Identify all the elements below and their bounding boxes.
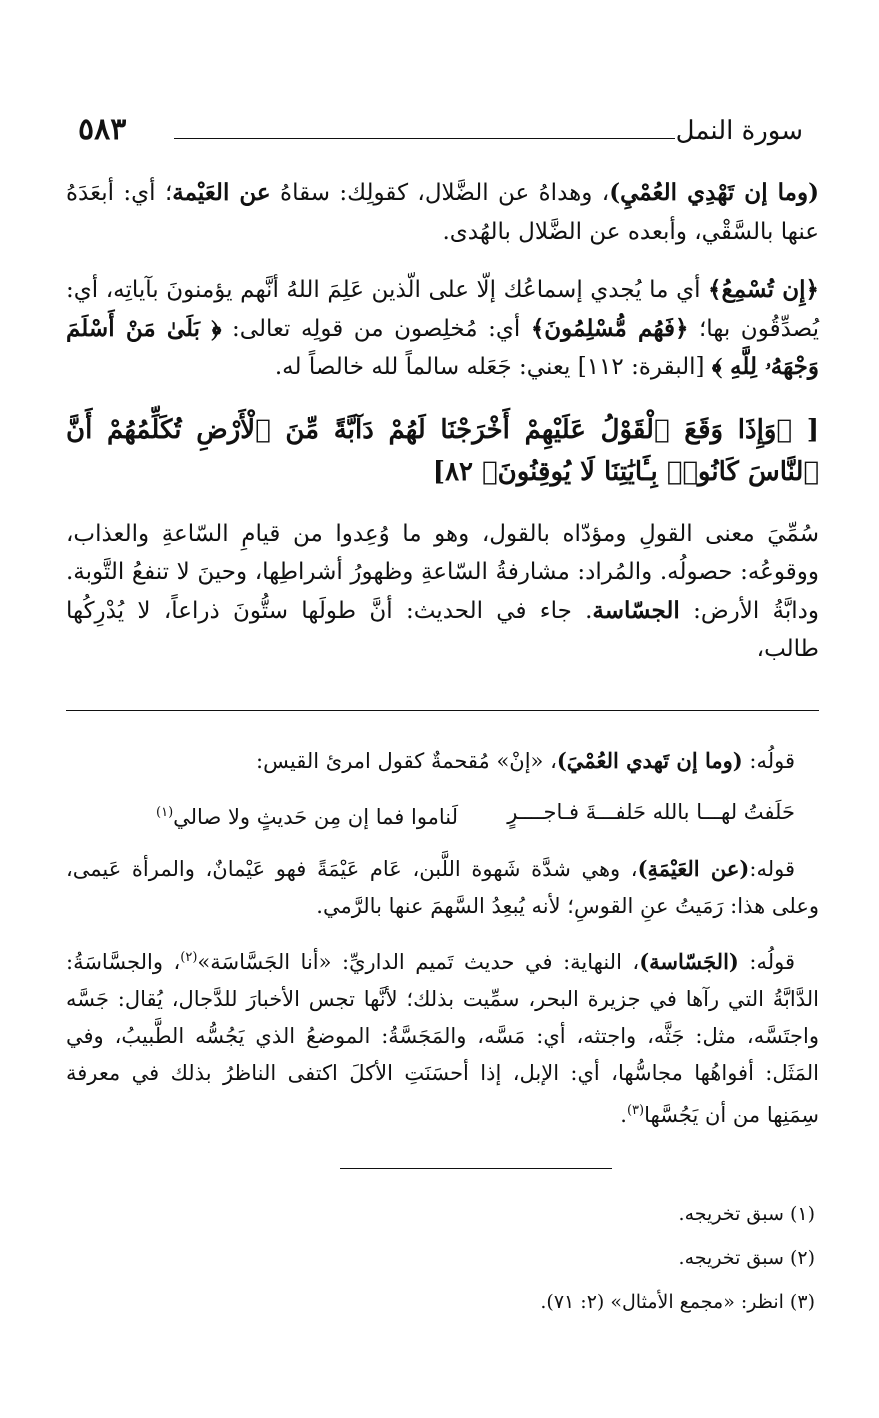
text-separator: [66, 710, 819, 711]
quran-quote: ﴿ بَلَىٰ مَنْ أَسْلَمَ وَجْهَهُۥ لِلَّهِ ﴾: [66, 314, 819, 380]
quran-quote: ﴿إِن تُسْمِعُ﴾: [708, 276, 819, 303]
paragraph-text: ، وهداهُ عن الضَّلال، كقولِك: سقاهُ: [270, 180, 610, 206]
note-text: ، «إنْ» مُقحمةٌ كقول امرئ القيس:: [256, 749, 557, 773]
poem-text: لَناموا فما إن مِن حَديثٍ ولا صالي: [173, 805, 459, 829]
paragraph-2: [66, 271, 819, 387]
footnote-ref: (١): [156, 805, 174, 820]
paragraph-3: [66, 515, 819, 669]
note-text: ، والجسَّاسَةُ: الدَّابَّةُ التي رآها في جزيرة البحر، سمِّيت بذلك؛ لأنَّها تجس الأخبارَ للدَّجال، يُقال: جَسَّه واجتَسَّه، مثل: جَثَّه، واجتثه، أي: مَسَّه، والمَجَسَّةُ: الموضعُ الذي يَجُسُّه الطَّبيبُ، وفي المَثَل: أفواهُها مجاسُّها، أي: الإبل، إذا أحسَنَتِ الأكلَ اكتفى الناظرُ بذلك في معرفة سِمَنِها من أن يَجُسَّها: [66, 950, 819, 1127]
poem-hemistich-right: حَلَفتُ لهـــا بالله حَلفـــةَ فـاجــــرٍ: [507, 800, 795, 824]
footnote-rule: [340, 1168, 612, 1169]
note-text: ، النهاية: في حديث تَميم الداريِّ: «أنا الجَسَّاسَة»: [197, 950, 640, 974]
footnote-3: (٣) انظر: «مجمع الأمثال» (٢: ٧١).: [540, 1291, 815, 1313]
note-text: قوله:: [749, 857, 795, 881]
main-text: [66, 174, 819, 691]
note-text: قولُه:: [738, 950, 795, 974]
note-term: (عن العَيْمَةِ): [637, 856, 750, 881]
quran-quote: ﴿فَهُم مُّسْلِمُونَ﴾: [530, 314, 689, 342]
paragraph-text: أي: مُخلِصون من قولِه تعالى:: [221, 315, 531, 342]
poem-hemistich-left: [156, 794, 458, 836]
paragraph-text: . جاء في الحديث: أنَّ طولَها ستُّونَ ذراعاً، لا يُدْرِكُها طالب،: [66, 597, 819, 662]
bold-term: الجسّاسة: [592, 596, 680, 624]
note-term: (الجَسّاسة): [639, 949, 739, 974]
footnote-ref: (٣): [626, 1103, 645, 1118]
page-header: [78, 112, 803, 160]
footnote-ref: (٢): [180, 950, 198, 965]
note-1: [66, 742, 819, 780]
paragraph-1: [66, 174, 819, 251]
quoted-phrase: (وما إن تَهْدِي العُمْيِ): [609, 179, 819, 206]
verse-text: [ ﴿وَإِذَا وَقَعَ ٱلْقَوْلُ عَلَيْهِمْ أَخْرَجْنَا لَهُمْ دَآبَّةً مِّنَ ٱلْأَرْضِ تُكَلِّمُهُمْ أَنَّ ٱلنَّاسَ كَانُوا۟ بِـَٔايَٰتِنَا لَا يُوقِنُونَ﴾ ٨٢]: [66, 414, 819, 487]
note-2: [66, 850, 819, 925]
header-rule: [174, 138, 675, 139]
note-3: [66, 939, 819, 1134]
paragraph-text: سُمِّيَ معنى القولِ ومؤدّاه بالقول، وهو ما وُعِدوا من قيامِ السّاعةِ والعذاب، ووقوعُه: حصولُه. والمُراد: مشارفةُ السّاعةِ وظهورُ أشراطِها، وحينَ لا تنفعُ التَّوبة. ودابَّةُ الأرض:: [66, 520, 820, 624]
quran-verse: [66, 409, 819, 493]
note-term: (وما إن تَهدي العُمْيَ): [556, 748, 743, 773]
marginal-notes: [66, 742, 819, 1148]
footnote-1: (١) سبق تخريجه.: [678, 1203, 815, 1225]
surah-title: سورة النمل: [675, 116, 803, 146]
footnotes: [66, 1192, 815, 1324]
paragraph-text: أي ما يُجدي إسماعُك إلّا على الّذين عَلِمَ اللهُ أنَّهم يؤمنونَ بآياتِه، أي: يُصدِّقُون بها؛: [66, 277, 819, 342]
note-text: ، وهي شدَّة شَهوة اللَّبن، عَام عَيْمَةً فهو عَيْمانٌ، والمرأة عَيمى، وعلى هذا: رَمَيتُ عنِ القوسِ؛ لأنه يُبعِدُ السَّهمَ عنها بالرَّمي.: [66, 857, 819, 918]
note-text: قولُه:: [742, 749, 795, 773]
paragraph-text: ؛ أي: أبعَدَهُ عنها بالسَّقْي، وأبعده عن الضَّلال بالهُدى.: [66, 180, 819, 245]
page-number: ٥٨٣: [78, 112, 127, 147]
paragraph-text: [البقرة: ١١٢] يعني: جَعَله سالماً لله خالصاً له.: [274, 354, 712, 380]
poem-verse: [66, 794, 819, 836]
quoted-phrase: عن العَيْمة: [172, 179, 271, 206]
footnote-2: (٢) سبق تخريجه.: [678, 1247, 815, 1269]
note-text: .: [620, 1103, 627, 1127]
